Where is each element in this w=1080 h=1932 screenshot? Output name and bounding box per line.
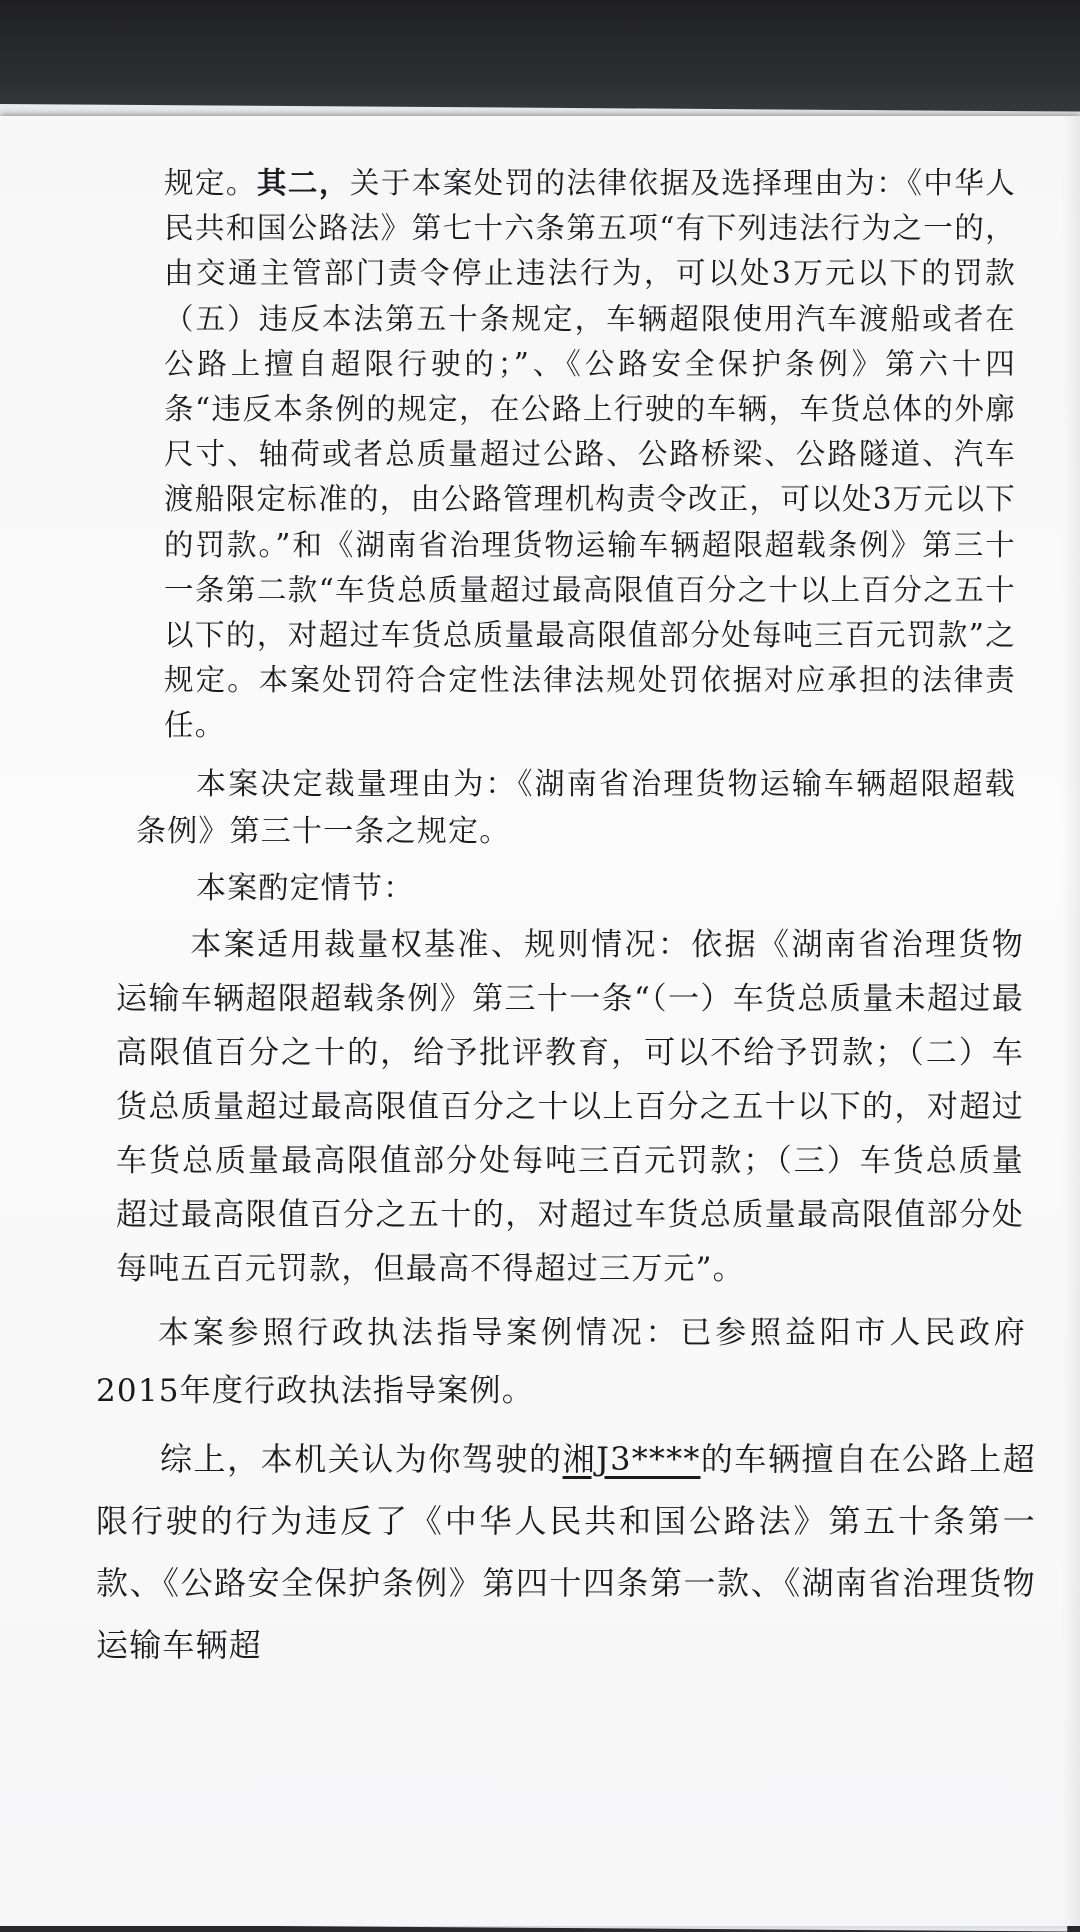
license-plate: 湘J3****	[562, 1439, 701, 1478]
paragraph-circumstances: 本案酌定情节：	[196, 870, 415, 906]
page-edge-shadow	[1062, 116, 1080, 1926]
paragraph-conclusion	[96, 1428, 1036, 1676]
paragraph-discretion-standard: 本案适用裁量权基准、规则情况：依据《湖南省治理货物运输车辆超限超载条例》第三十一条“（一）车货总质量未超过最高限值百分之十的，给予批评教育，可以不给予罚款；（二）车货总质量超过最高限值百分之十以上百分之五十以下的，对超过车货总质量最高限值部分处每吨三百元罚款；（三）车货总质量超过最高限值百分之五十的，对超过车货总质量最高限值部分处每吨五百元罚款，但最高不得超过三万元”。	[116, 926, 1024, 1287]
paragraph-lead: 规定。	[164, 166, 257, 200]
dark-background	[0, 0, 1080, 120]
conclusion-body: 的车辆擅自在公路上超限行驶的行为违反了《中华人民共和国公路法》第五十条第一款、《公路安全保护条例》第四十四条第一款、《湖南省治理货物运输车辆超	[96, 1439, 1036, 1664]
paragraph-legal-basis	[96, 160, 1036, 749]
paragraph-guiding-cases: 本案参照行政执法指导案例情况：已参照益阳市人民政府2015年度行政执法指导案例。	[96, 1314, 1026, 1409]
document-body	[96, 160, 1036, 1676]
paragraph-body: 关于本案处罚的法律依据及选择理由为：《中华人民共和国公路法》第七十六条第五项“有下列违法行为之一的，由交通主管部门责令停止违法行为，可以处3万元以下的罚款（五）违反本法第五十条规定，车辆超限使用汽车渡船或者在公路上擅自超限行驶的；”、《公路安全保护条例》第六十四条“违反本条例的规定，在公路上行驶的车辆，车货总体的外廓尺寸、轴荷或者总质量超过公路、公路桥梁、公路隧道、汽车渡船限定标准的，由公路管理机构责令改正，可以处3万元以下的罚款。”和《湖南省治理货物运输车辆超限超载条例》第三十一条第二款“车货总质量超过最高限值百分之十以上百分之五十以下的，对超过车货总质量最高限值部分处每吨三百元罚款”之规定。本案处罚符合定性法律法规处罚依据对应承担的法律责任。	[164, 166, 1017, 743]
conclusion-lead: 综上，本机关认为你驾驶的	[160, 1439, 563, 1478]
paragraph-discretion-reason: 本案决定裁量理由为：《湖南省治理货物运输车辆超限超载条例》第三十一条之规定。	[136, 766, 1016, 849]
paragraph-bold-heading: 其二，	[256, 165, 350, 200]
